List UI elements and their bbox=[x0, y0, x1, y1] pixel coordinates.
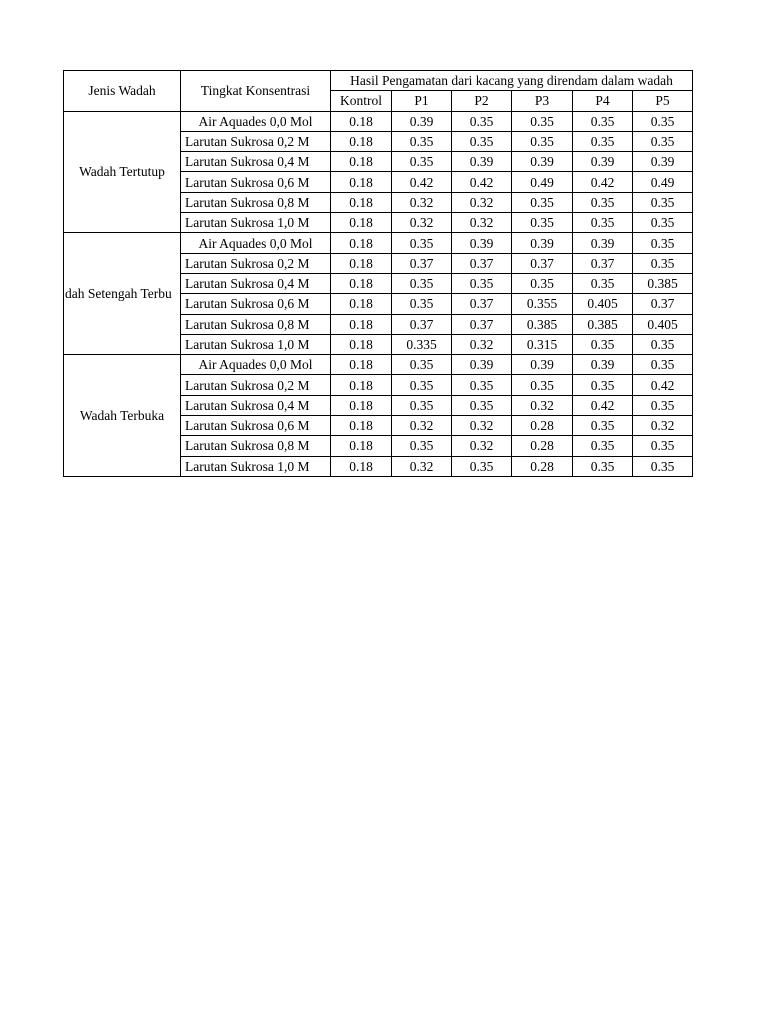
value-cell: 0.35 bbox=[633, 213, 693, 233]
value-cell: 0.49 bbox=[633, 172, 693, 192]
value-cell: 0.37 bbox=[452, 314, 512, 334]
value-cell: 0.32 bbox=[452, 192, 512, 212]
value-cell: 0.39 bbox=[573, 355, 633, 375]
value-cell: 0.18 bbox=[331, 334, 392, 354]
value-cell: 0.32 bbox=[452, 436, 512, 456]
table-row bbox=[64, 111, 693, 131]
value-cell: 0.35 bbox=[633, 456, 693, 476]
value-cell: 0.42 bbox=[633, 375, 693, 395]
value-cell: 0.39 bbox=[452, 233, 512, 253]
value-cell: 0.35 bbox=[452, 273, 512, 293]
table-body bbox=[64, 71, 693, 477]
value-cell: 0.405 bbox=[633, 314, 693, 334]
value-cell: 0.35 bbox=[512, 213, 573, 233]
value-cell: 0.18 bbox=[331, 355, 392, 375]
group-name-cell bbox=[64, 111, 181, 233]
value-cell: 0.42 bbox=[452, 172, 512, 192]
value-cell: 0.35 bbox=[573, 192, 633, 212]
value-cell: 0.39 bbox=[452, 152, 512, 172]
value-cell: 0.35 bbox=[573, 416, 633, 436]
value-cell: 0.39 bbox=[452, 355, 512, 375]
value-cell: 0.35 bbox=[573, 456, 633, 476]
concentration-cell: Larutan Sukrosa 0,2 M bbox=[181, 375, 331, 395]
value-cell: 0.28 bbox=[512, 436, 573, 456]
value-cell: 0.42 bbox=[392, 172, 452, 192]
value-cell: 0.35 bbox=[392, 131, 452, 151]
value-cell: 0.35 bbox=[573, 111, 633, 131]
header-hasil-text: Hasil Pengamatan dari kacang yang direndam dalam wadah bbox=[350, 73, 673, 89]
concentration-cell: Larutan Sukrosa 1,0 M bbox=[181, 456, 331, 476]
value-cell: 0.335 bbox=[392, 334, 452, 354]
value-cell: 0.18 bbox=[331, 294, 392, 314]
value-cell: 0.39 bbox=[573, 152, 633, 172]
value-cell: 0.35 bbox=[573, 273, 633, 293]
value-cell: 0.35 bbox=[512, 273, 573, 293]
value-cell: 0.39 bbox=[512, 355, 573, 375]
concentration-cell: Larutan Sukrosa 1,0 M bbox=[181, 334, 331, 354]
value-cell: 0.385 bbox=[573, 314, 633, 334]
concentration-cell: Larutan Sukrosa 0,6 M bbox=[181, 416, 331, 436]
header-col-p2: P2 bbox=[452, 91, 512, 111]
value-cell: 0.18 bbox=[331, 416, 392, 436]
value-cell: 0.18 bbox=[331, 375, 392, 395]
value-cell: 0.37 bbox=[392, 253, 452, 273]
value-cell: 0.35 bbox=[392, 375, 452, 395]
concentration-cell: Air Aquades 0,0 Mol bbox=[181, 111, 331, 131]
value-cell: 0.18 bbox=[331, 253, 392, 273]
value-cell: 0.35 bbox=[452, 375, 512, 395]
value-cell: 0.37 bbox=[633, 294, 693, 314]
concentration-cell: Air Aquades 0,0 Mol bbox=[181, 233, 331, 253]
value-cell: 0.37 bbox=[452, 294, 512, 314]
value-cell: 0.18 bbox=[331, 233, 392, 253]
value-cell: 0.18 bbox=[331, 192, 392, 212]
value-cell: 0.49 bbox=[512, 172, 573, 192]
concentration-cell: Larutan Sukrosa 0,2 M bbox=[181, 253, 331, 273]
value-cell: 0.35 bbox=[573, 213, 633, 233]
header-col-p1: P1 bbox=[392, 91, 452, 111]
concentration-cell: Larutan Sukrosa 0,4 M bbox=[181, 273, 331, 293]
value-cell: 0.35 bbox=[633, 436, 693, 456]
value-cell: 0.35 bbox=[392, 273, 452, 293]
value-cell: 0.35 bbox=[573, 131, 633, 151]
concentration-cell: Larutan Sukrosa 0,6 M bbox=[181, 172, 331, 192]
concentration-cell: Larutan Sukrosa 0,8 M bbox=[181, 436, 331, 456]
value-cell: 0.37 bbox=[392, 314, 452, 334]
header-col-kontrol: Kontrol bbox=[331, 91, 392, 111]
value-cell: 0.37 bbox=[573, 253, 633, 273]
value-cell: 0.39 bbox=[573, 233, 633, 253]
value-cell: 0.18 bbox=[331, 456, 392, 476]
value-cell: 0.18 bbox=[331, 436, 392, 456]
value-cell: 0.32 bbox=[392, 213, 452, 233]
value-cell: 0.35 bbox=[392, 233, 452, 253]
value-cell: 0.405 bbox=[573, 294, 633, 314]
concentration-cell: Larutan Sukrosa 0,8 M bbox=[181, 314, 331, 334]
value-cell: 0.32 bbox=[392, 192, 452, 212]
value-cell: 0.35 bbox=[573, 334, 633, 354]
value-cell: 0.35 bbox=[633, 355, 693, 375]
value-cell: 0.32 bbox=[452, 213, 512, 233]
value-cell: 0.32 bbox=[452, 334, 512, 354]
concentration-cell: Larutan Sukrosa 0,6 M bbox=[181, 294, 331, 314]
header-col-p3: P3 bbox=[512, 91, 573, 111]
value-cell: 0.18 bbox=[331, 131, 392, 151]
value-cell: 0.35 bbox=[392, 152, 452, 172]
value-cell: 0.35 bbox=[633, 334, 693, 354]
concentration-cell: Larutan Sukrosa 0,4 M bbox=[181, 395, 331, 415]
concentration-cell: Larutan Sukrosa 0,2 M bbox=[181, 131, 331, 151]
value-cell: 0.39 bbox=[633, 152, 693, 172]
group-name: dah Setengah Terbu bbox=[65, 286, 172, 302]
value-cell: 0.28 bbox=[512, 416, 573, 436]
value-cell: 0.35 bbox=[512, 192, 573, 212]
value-cell: 0.39 bbox=[512, 152, 573, 172]
concentration-cell: Larutan Sukrosa 1,0 M bbox=[181, 213, 331, 233]
header-col-p4: P4 bbox=[573, 91, 633, 111]
value-cell: 0.35 bbox=[392, 294, 452, 314]
value-cell: 0.35 bbox=[392, 355, 452, 375]
value-cell: 0.35 bbox=[633, 233, 693, 253]
value-cell: 0.32 bbox=[392, 416, 452, 436]
value-cell: 0.37 bbox=[452, 253, 512, 273]
value-cell: 0.35 bbox=[452, 111, 512, 131]
value-cell: 0.35 bbox=[392, 395, 452, 415]
value-cell: 0.35 bbox=[573, 375, 633, 395]
value-cell: 0.18 bbox=[331, 314, 392, 334]
value-cell: 0.28 bbox=[512, 456, 573, 476]
value-cell: 0.35 bbox=[633, 131, 693, 151]
value-cell: 0.35 bbox=[512, 111, 573, 131]
group-name: Wadah Tertutup bbox=[79, 164, 165, 180]
concentration-cell: Larutan Sukrosa 0,4 M bbox=[181, 152, 331, 172]
value-cell: 0.35 bbox=[452, 395, 512, 415]
value-cell: 0.35 bbox=[573, 436, 633, 456]
value-cell: 0.385 bbox=[633, 273, 693, 293]
value-cell: 0.32 bbox=[452, 416, 512, 436]
observation-table bbox=[63, 70, 693, 477]
header-jenis-wadah: Jenis Wadah bbox=[64, 71, 181, 112]
value-cell: 0.35 bbox=[633, 253, 693, 273]
value-cell: 0.18 bbox=[331, 172, 392, 192]
value-cell: 0.18 bbox=[331, 395, 392, 415]
value-cell: 0.35 bbox=[452, 456, 512, 476]
table-row bbox=[64, 355, 693, 375]
value-cell: 0.355 bbox=[512, 294, 573, 314]
concentration-cell: Air Aquades 0,0 Mol bbox=[181, 355, 331, 375]
value-cell: 0.315 bbox=[512, 334, 573, 354]
value-cell: 0.32 bbox=[633, 416, 693, 436]
value-cell: 0.35 bbox=[633, 111, 693, 131]
value-cell: 0.42 bbox=[573, 172, 633, 192]
value-cell: 0.18 bbox=[331, 213, 392, 233]
value-cell: 0.18 bbox=[331, 273, 392, 293]
value-cell: 0.35 bbox=[633, 192, 693, 212]
value-cell: 0.32 bbox=[512, 395, 573, 415]
value-cell: 0.32 bbox=[392, 456, 452, 476]
header-row-top bbox=[64, 71, 693, 91]
group-name-cell bbox=[64, 233, 181, 355]
value-cell: 0.35 bbox=[392, 436, 452, 456]
value-cell: 0.18 bbox=[331, 111, 392, 131]
value-cell: 0.37 bbox=[512, 253, 573, 273]
value-cell: 0.385 bbox=[512, 314, 573, 334]
concentration-cell: Larutan Sukrosa 0,8 M bbox=[181, 192, 331, 212]
value-cell: 0.39 bbox=[392, 111, 452, 131]
value-cell: 0.35 bbox=[512, 131, 573, 151]
header-col-p5: P5 bbox=[633, 91, 693, 111]
value-cell: 0.39 bbox=[512, 233, 573, 253]
value-cell: 0.18 bbox=[331, 152, 392, 172]
value-cell: 0.42 bbox=[573, 395, 633, 415]
value-cell: 0.35 bbox=[512, 375, 573, 395]
group-name: Wadah Terbuka bbox=[79, 408, 165, 424]
group-name-cell bbox=[64, 355, 181, 477]
value-cell: 0.35 bbox=[452, 131, 512, 151]
header-tingkat-konsentrasi: Tingkat Konsentrasi bbox=[181, 71, 331, 112]
header-hasil-pengamatan bbox=[331, 71, 693, 91]
table-row bbox=[64, 233, 693, 253]
value-cell: 0.35 bbox=[633, 395, 693, 415]
results-sheet bbox=[63, 70, 693, 477]
